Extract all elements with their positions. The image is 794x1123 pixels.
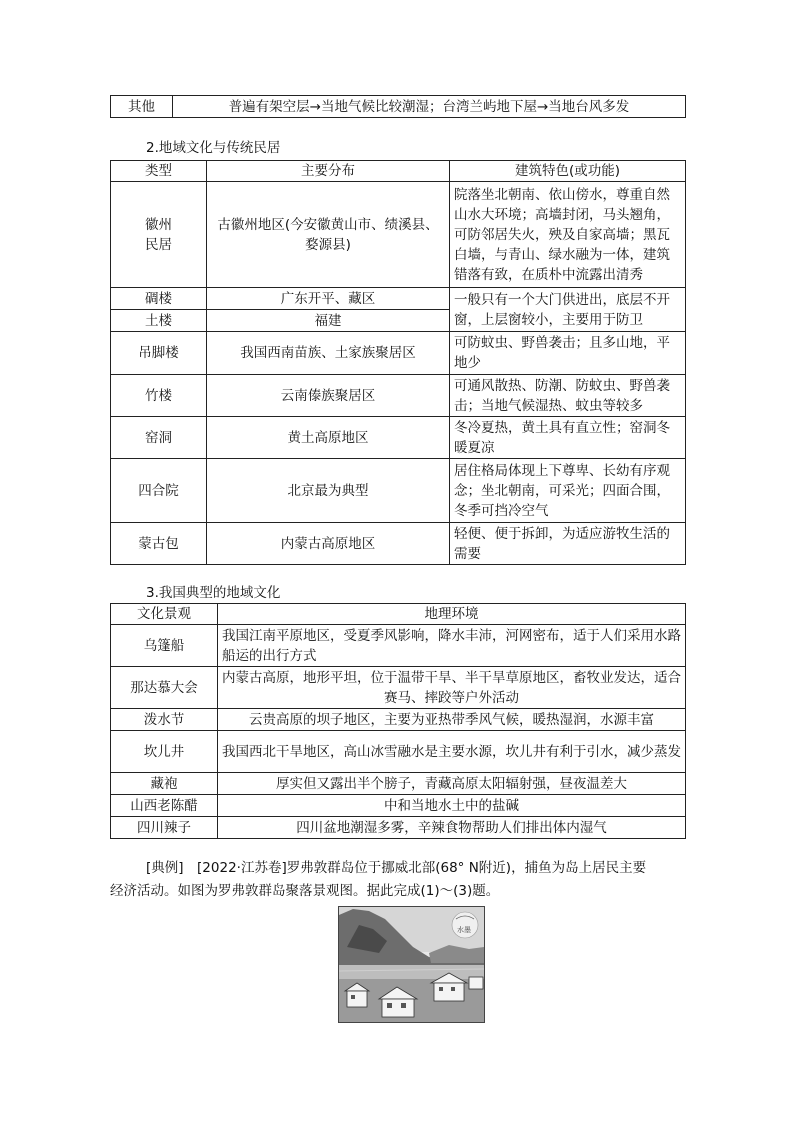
table-row [111,459,686,523]
photo-watermark-text: 水墨 [457,926,471,934]
landscape-cell: 那达慕大会 [111,667,218,709]
distribution-cell: 我国西南苗族、土家族聚居区 [207,332,450,375]
distribution-cell: 黄土高原地区 [207,417,450,459]
feature-cell: 冬冷夏热，黄土具有直立性；窑洞冬暖夏凉 [450,417,686,459]
feature-cell: 可防蚊虫、野兽袭击；且多山地，平地少 [450,332,686,375]
table-row [111,731,686,773]
feature-cell: 轻便、便于拆卸，为适应游牧生活的需要 [450,523,686,565]
environment-cell: 中和当地水土中的盐碱 [218,795,686,817]
table-row [111,523,686,565]
table-row [111,795,686,817]
dwelling-table [110,160,686,565]
distribution-cell: 云南傣族聚居区 [207,375,450,417]
type-cell: 碉楼 [111,288,207,310]
feature-cell: 一般只有一个大门供进出，底层不开窗，上层窗较小，主要用于防卫 [450,288,686,332]
section3-heading: 3.我国典型的地域文化 [146,585,281,601]
type-cell: 窑洞 [111,417,207,459]
header-feature: 建筑特色(或功能) [450,161,686,182]
landscape-cell: 藏袍 [111,773,218,795]
feature-cell: 可通风散热、防潮、防蚊虫、野兽袭击；当地气候湿热、蚊虫等较多 [450,375,686,417]
distribution-cell: 北京最为典型 [207,459,450,523]
table-row [111,773,686,795]
feature-cell: 院落坐北朝南、依山傍水，尊重自然山水大环境；高墙封闭，马头翘角，可防邻居失火，殃及自家高墙；黑瓦白墙，与青山、绿水融为一体，建筑错落有致，在质朴中流露出清秀 [450,182,686,288]
table-header-row [111,604,686,625]
table-row [111,332,686,375]
table-row [111,667,686,709]
table-row [111,288,686,310]
landscape-cell: 坎儿井 [111,731,218,773]
example-line-2: 经济活动。如图为罗弗敦群岛聚落景观图。据此完成(1)～(3)题。 [110,883,500,899]
environment-cell: 云贵高原的坝子地区，主要为亚热带季风气候，暖热湿润，水源丰富 [218,709,686,731]
landscape-cell: 泼水节 [111,709,218,731]
type-cell: 蒙古包 [111,523,207,565]
table-header-row [111,161,686,182]
header-landscape: 文化景观 [111,604,218,625]
table-row [111,417,686,459]
environment-cell: 四川盆地潮湿多雾，辛辣食物帮助人们排出体内湿气 [218,817,686,839]
type-cell: 徽州 民居 [111,182,207,288]
other-text: 普遍有架空层→当地气候比较潮湿；台湾兰屿地下屋→当地台风多发 [173,96,686,118]
table-row [111,817,686,839]
section2-heading: 2.地域文化与传统民居 [146,140,281,156]
type-cell: 四合院 [111,459,207,523]
landscape-cell: 山西老陈醋 [111,795,218,817]
environment-cell: 厚实但又露出半个膀子，青藏高原太阳辐射强，昼夜温差大 [218,773,686,795]
distribution-cell: 福建 [207,310,450,332]
type-cell: 土楼 [111,310,207,332]
type-cell: 竹楼 [111,375,207,417]
table-row [111,375,686,417]
landscape-cell: 乌篷船 [111,625,218,667]
feature-cell: 居住格局体现上下尊卑、长幼有序观念；坐北朝南，可采光；四面合围，冬季可挡冷空气 [450,459,686,523]
environment-cell: 我国江南平原地区，受夏季风影响，降水丰沛，河网密布，适于人们采用水路船运的出行方式 [218,625,686,667]
header-type: 类型 [111,161,207,182]
settlement-landscape-photo [338,906,485,1023]
culture-table [110,603,686,839]
distribution-cell: 广东开平、藏区 [207,288,450,310]
header-distribution: 主要分布 [207,161,450,182]
distribution-cell: 古徽州地区(今安徽黄山市、绩溪县、婺源县) [207,182,450,288]
header-environment: 地理环境 [218,604,686,625]
table-row [111,625,686,667]
landscape-cell: 四川辣子 [111,817,218,839]
environment-cell: 我国西北干旱地区，高山冰雪融水是主要水源，坎儿井有利于引水，减少蒸发 [218,731,686,773]
other-table [110,95,686,118]
table-row [111,182,686,288]
table-row [111,709,686,731]
type-cell: 吊脚楼 [111,332,207,375]
other-label: 其他 [111,96,173,118]
distribution-cell: 内蒙古高原地区 [207,523,450,565]
example-line-1: [典例] [2022·江苏卷]罗弗敦群岛位于挪威北部(68° N附近)，捕鱼为岛上居民主要 [146,860,647,876]
environment-cell: 内蒙古高原，地形平坦，位于温带干旱、半干旱草原地区，畜牧业发达，适合赛马、摔跤等户外活动 [218,667,686,709]
